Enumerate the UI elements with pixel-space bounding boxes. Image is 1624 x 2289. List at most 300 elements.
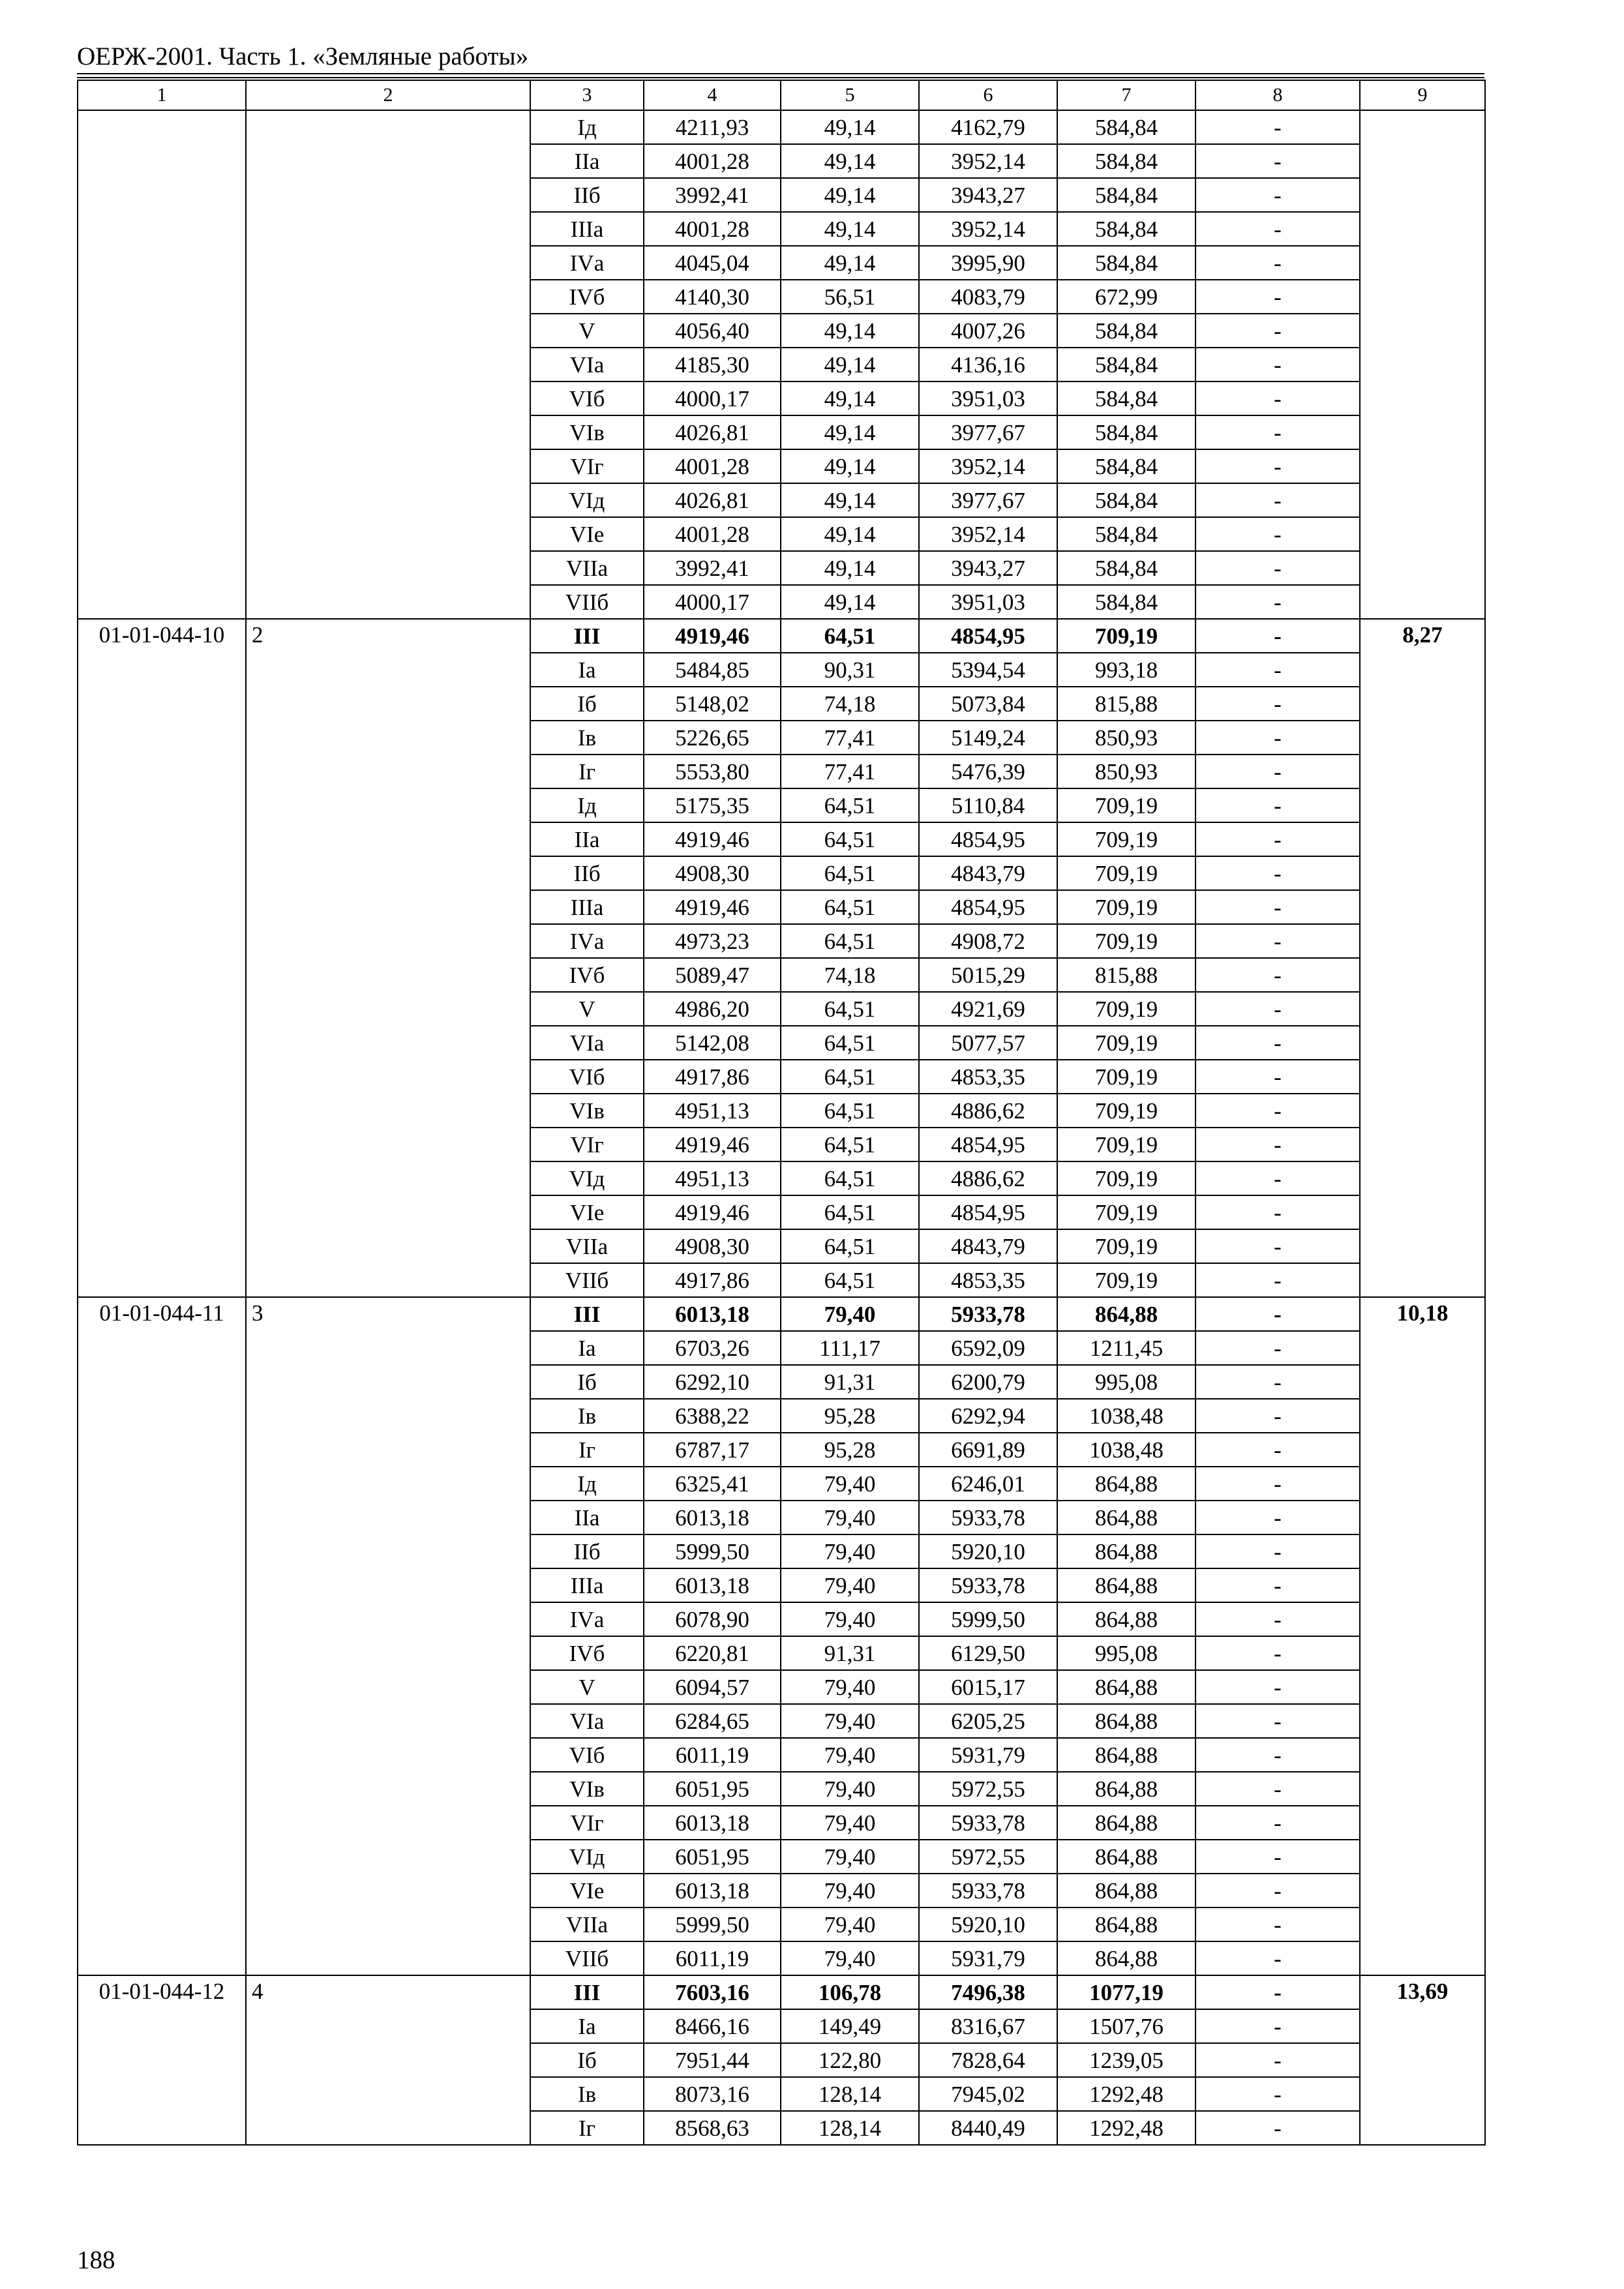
materials-cell: -: [1195, 1874, 1360, 1908]
zone-cell: VIб: [530, 1738, 644, 1772]
zone-cell: Iд: [530, 788, 644, 822]
operator-wages-cell: 584,84: [1057, 585, 1195, 619]
materials-cell: -: [1195, 212, 1360, 246]
materials-cell: -: [1195, 1806, 1360, 1840]
materials-cell: -: [1195, 144, 1360, 178]
wages-cell: 128,14: [781, 2077, 919, 2111]
wages-cell: 79,40: [781, 1908, 919, 1941]
wages-cell: 64,51: [781, 924, 919, 958]
materials-cell: -: [1195, 822, 1360, 856]
machine-cost-cell: 5933,78: [919, 1297, 1057, 1331]
wages-cell: 122,80: [781, 2043, 919, 2077]
column-header: 5: [781, 80, 919, 110]
header-rule-top: [77, 73, 1484, 74]
zone-cell: VIа: [530, 1704, 644, 1738]
materials-cell: -: [1195, 1161, 1360, 1195]
zone-cell: IIа: [530, 1501, 644, 1534]
labor-hours-cell: [1360, 110, 1485, 619]
machine-cost-cell: 6200,79: [919, 1365, 1057, 1399]
materials-cell: -: [1195, 1670, 1360, 1704]
machine-cost-cell: 3943,27: [919, 551, 1057, 585]
materials-cell: -: [1195, 1568, 1360, 1602]
zone-cell: VIд: [530, 483, 644, 517]
materials-cell: -: [1195, 1840, 1360, 1874]
wages-cell: 79,40: [781, 1568, 919, 1602]
machine-cost-cell: 3952,14: [919, 212, 1057, 246]
total-cost-cell: 3992,41: [644, 551, 781, 585]
zone-cell: Iа: [530, 1331, 644, 1365]
total-cost-cell: 6094,57: [644, 1670, 781, 1704]
operator-wages-cell: 815,88: [1057, 687, 1195, 721]
machine-cost-cell: 4921,69: [919, 992, 1057, 1026]
zone-cell: IVа: [530, 246, 644, 280]
wages-cell: 64,51: [781, 619, 919, 653]
machine-cost-cell: 4083,79: [919, 280, 1057, 314]
materials-cell: -: [1195, 2077, 1360, 2111]
materials-cell: -: [1195, 1094, 1360, 1128]
total-cost-cell: 4951,13: [644, 1094, 781, 1128]
operator-wages-cell: 584,84: [1057, 212, 1195, 246]
zone-cell: IIа: [530, 822, 644, 856]
column-header: 9: [1360, 80, 1485, 110]
machine-cost-cell: 4843,79: [919, 856, 1057, 890]
machine-cost-cell: 4854,95: [919, 1128, 1057, 1161]
zone-cell: VIIа: [530, 551, 644, 585]
machine-cost-cell: 3977,67: [919, 483, 1057, 517]
operator-wages-cell: 1507,76: [1057, 2009, 1195, 2043]
materials-cell: -: [1195, 1704, 1360, 1738]
machine-cost-cell: 3943,27: [919, 178, 1057, 212]
column-header: 6: [919, 80, 1057, 110]
machine-cost-cell: 5933,78: [919, 1568, 1057, 1602]
total-cost-cell: 4919,46: [644, 822, 781, 856]
zone-cell: Iг: [530, 1433, 644, 1467]
machine-cost-cell: 6691,89: [919, 1433, 1057, 1467]
item-number-cell: 4: [246, 1975, 530, 2145]
machine-cost-cell: 3952,14: [919, 144, 1057, 178]
wages-cell: 49,14: [781, 178, 919, 212]
machine-cost-cell: 4854,95: [919, 822, 1057, 856]
materials-cell: -: [1195, 2111, 1360, 2145]
materials-cell: -: [1195, 1365, 1360, 1399]
wages-cell: 64,51: [781, 822, 919, 856]
machine-cost-cell: 5933,78: [919, 1806, 1057, 1840]
machine-cost-cell: 8440,49: [919, 2111, 1057, 2145]
wages-cell: 64,51: [781, 1229, 919, 1263]
wages-cell: 64,51: [781, 1161, 919, 1195]
total-cost-cell: 6051,95: [644, 1772, 781, 1806]
table-row: [78, 1975, 1485, 2009]
operator-wages-cell: 864,88: [1057, 1941, 1195, 1975]
machine-cost-cell: 6292,94: [919, 1399, 1057, 1433]
materials-cell: -: [1195, 517, 1360, 551]
total-cost-cell: 4908,30: [644, 1229, 781, 1263]
materials-cell: -: [1195, 1263, 1360, 1297]
operator-wages-cell: 864,88: [1057, 1874, 1195, 1908]
total-cost-cell: 8568,63: [644, 2111, 781, 2145]
zone-cell: VIе: [530, 1874, 644, 1908]
total-cost-cell: 4056,40: [644, 314, 781, 348]
materials-cell: -: [1195, 1195, 1360, 1229]
machine-cost-cell: 7496,38: [919, 1975, 1057, 2009]
materials-cell: -: [1195, 1026, 1360, 1060]
total-cost-cell: 6078,90: [644, 1602, 781, 1636]
zone-cell: Iв: [530, 1399, 644, 1433]
total-cost-cell: 7951,44: [644, 2043, 781, 2077]
wages-cell: 64,51: [781, 890, 919, 924]
materials-cell: -: [1195, 110, 1360, 144]
table-row: [78, 619, 1485, 653]
operator-wages-cell: 584,84: [1057, 348, 1195, 382]
materials-cell: -: [1195, 755, 1360, 788]
zone-cell: VIд: [530, 1840, 644, 1874]
operator-wages-cell: 584,84: [1057, 382, 1195, 415]
machine-cost-cell: 4136,16: [919, 348, 1057, 382]
materials-cell: -: [1195, 1501, 1360, 1534]
operator-wages-cell: 584,84: [1057, 551, 1195, 585]
wages-cell: 49,14: [781, 551, 919, 585]
materials-cell: -: [1195, 1229, 1360, 1263]
wages-cell: 79,40: [781, 1467, 919, 1501]
wages-cell: 64,51: [781, 992, 919, 1026]
header-rule-bottom: [77, 77, 1484, 78]
operator-wages-cell: 864,88: [1057, 1602, 1195, 1636]
total-cost-cell: 4919,46: [644, 1128, 781, 1161]
operator-wages-cell: 709,19: [1057, 890, 1195, 924]
wages-cell: 79,40: [781, 1941, 919, 1975]
operator-wages-cell: 864,88: [1057, 1908, 1195, 1941]
operator-wages-cell: 584,84: [1057, 517, 1195, 551]
operator-wages-cell: 709,19: [1057, 1094, 1195, 1128]
total-cost-cell: 4185,30: [644, 348, 781, 382]
machine-cost-cell: 4853,35: [919, 1263, 1057, 1297]
operator-wages-cell: 850,93: [1057, 721, 1195, 755]
machine-cost-cell: 5920,10: [919, 1534, 1057, 1568]
zone-cell: VIд: [530, 1161, 644, 1195]
wages-cell: 49,14: [781, 110, 919, 144]
operator-wages-cell: 709,19: [1057, 788, 1195, 822]
wages-cell: 79,40: [781, 1297, 919, 1331]
wages-cell: 149,49: [781, 2009, 919, 2043]
column-number-row: [78, 80, 1485, 110]
zone-cell: VIв: [530, 415, 644, 449]
wages-cell: 79,40: [781, 1501, 919, 1534]
wages-cell: 49,14: [781, 348, 919, 382]
column-header: 4: [644, 80, 781, 110]
labor-hours-cell: 8,27: [1360, 619, 1485, 1297]
zone-cell: Iв: [530, 721, 644, 755]
total-cost-cell: 4986,20: [644, 992, 781, 1026]
machine-cost-cell: 4854,95: [919, 619, 1057, 653]
operator-wages-cell: 864,88: [1057, 1568, 1195, 1602]
materials-cell: -: [1195, 1128, 1360, 1161]
wages-cell: 49,14: [781, 382, 919, 415]
wages-cell: 49,14: [781, 212, 919, 246]
wages-cell: 128,14: [781, 2111, 919, 2145]
total-cost-cell: 6325,41: [644, 1467, 781, 1501]
operator-wages-cell: 1038,48: [1057, 1399, 1195, 1433]
operator-wages-cell: 709,19: [1057, 1128, 1195, 1161]
total-cost-cell: 5175,35: [644, 788, 781, 822]
operator-wages-cell: 1239,05: [1057, 2043, 1195, 2077]
zone-cell: IVб: [530, 958, 644, 992]
operator-wages-cell: 584,84: [1057, 246, 1195, 280]
materials-cell: -: [1195, 2009, 1360, 2043]
operator-wages-cell: 672,99: [1057, 280, 1195, 314]
materials-cell: -: [1195, 1399, 1360, 1433]
zone-cell: Iб: [530, 1365, 644, 1399]
total-cost-cell: 4001,28: [644, 449, 781, 483]
zone-cell: IIб: [530, 856, 644, 890]
materials-cell: -: [1195, 449, 1360, 483]
machine-cost-cell: 4007,26: [919, 314, 1057, 348]
materials-cell: -: [1195, 924, 1360, 958]
total-cost-cell: 6787,17: [644, 1433, 781, 1467]
total-cost-cell: 6013,18: [644, 1874, 781, 1908]
zone-cell: Iд: [530, 1467, 644, 1501]
wages-cell: 49,14: [781, 517, 919, 551]
materials-cell: -: [1195, 1331, 1360, 1365]
wages-cell: 79,40: [781, 1772, 919, 1806]
total-cost-cell: 4000,17: [644, 382, 781, 415]
wages-cell: 64,51: [781, 1060, 919, 1094]
wages-cell: 74,18: [781, 687, 919, 721]
total-cost-cell: 4917,86: [644, 1263, 781, 1297]
materials-cell: -: [1195, 1433, 1360, 1467]
zone-cell: IVа: [530, 1602, 644, 1636]
zone-cell: VIв: [530, 1094, 644, 1128]
zone-cell: IIа: [530, 144, 644, 178]
machine-cost-cell: 7828,64: [919, 2043, 1057, 2077]
wages-cell: 64,51: [781, 788, 919, 822]
materials-cell: -: [1195, 551, 1360, 585]
total-cost-cell: 4951,13: [644, 1161, 781, 1195]
zone-cell: VIб: [530, 382, 644, 415]
machine-cost-cell: 5110,84: [919, 788, 1057, 822]
operator-wages-cell: 850,93: [1057, 755, 1195, 788]
total-cost-cell: 6011,19: [644, 1941, 781, 1975]
materials-cell: -: [1195, 1467, 1360, 1501]
wages-cell: 79,40: [781, 1704, 919, 1738]
total-cost-cell: 4045,04: [644, 246, 781, 280]
column-header: 7: [1057, 80, 1195, 110]
total-cost-cell: 5148,02: [644, 687, 781, 721]
item-number-cell: 2: [246, 619, 530, 1297]
total-cost-cell: 6013,18: [644, 1501, 781, 1534]
machine-cost-cell: 5920,10: [919, 1908, 1057, 1941]
column-header: 2: [246, 80, 530, 110]
total-cost-cell: 5484,85: [644, 653, 781, 687]
zone-cell: Iа: [530, 653, 644, 687]
zone-cell: IVб: [530, 1636, 644, 1670]
zone-cell: VIIб: [530, 1263, 644, 1297]
operator-wages-cell: 709,19: [1057, 992, 1195, 1026]
total-cost-cell: 4919,46: [644, 619, 781, 653]
wages-cell: 49,14: [781, 483, 919, 517]
zone-cell: Iд: [530, 110, 644, 144]
zone-cell: III: [530, 1297, 644, 1331]
zone-cell: VIб: [530, 1060, 644, 1094]
table-row: [78, 110, 1485, 144]
operator-wages-cell: 709,19: [1057, 822, 1195, 856]
machine-cost-cell: 4853,35: [919, 1060, 1057, 1094]
materials-cell: -: [1195, 788, 1360, 822]
operator-wages-cell: 864,88: [1057, 1840, 1195, 1874]
materials-cell: -: [1195, 1908, 1360, 1941]
wages-cell: 49,14: [781, 415, 919, 449]
machine-cost-cell: 5931,79: [919, 1738, 1057, 1772]
materials-cell: -: [1195, 1941, 1360, 1975]
wages-cell: 95,28: [781, 1433, 919, 1467]
operator-wages-cell: 864,88: [1057, 1806, 1195, 1840]
materials-cell: -: [1195, 721, 1360, 755]
machine-cost-cell: 3952,14: [919, 449, 1057, 483]
materials-cell: -: [1195, 246, 1360, 280]
page-number: 188: [77, 2246, 115, 2274]
wages-cell: 79,40: [781, 1534, 919, 1568]
total-cost-cell: 6013,18: [644, 1297, 781, 1331]
zone-cell: VIIа: [530, 1908, 644, 1941]
wages-cell: 79,40: [781, 1806, 919, 1840]
operator-wages-cell: 1077,19: [1057, 1975, 1195, 2009]
zone-cell: Iб: [530, 2043, 644, 2077]
operator-wages-cell: 709,19: [1057, 619, 1195, 653]
total-cost-cell: 4908,30: [644, 856, 781, 890]
wages-cell: 49,14: [781, 314, 919, 348]
operator-wages-cell: 864,88: [1057, 1467, 1195, 1501]
zone-cell: IIIа: [530, 1568, 644, 1602]
materials-cell: -: [1195, 653, 1360, 687]
zone-cell: III: [530, 1975, 644, 2009]
machine-cost-cell: 4908,72: [919, 924, 1057, 958]
wages-cell: 91,31: [781, 1636, 919, 1670]
operator-wages-cell: 995,08: [1057, 1636, 1195, 1670]
operator-wages-cell: 709,19: [1057, 1060, 1195, 1094]
zone-cell: Iв: [530, 2077, 644, 2111]
total-cost-cell: 6013,18: [644, 1806, 781, 1840]
zone-cell: Iб: [530, 687, 644, 721]
zone-cell: V: [530, 1670, 644, 1704]
machine-cost-cell: 5972,55: [919, 1840, 1057, 1874]
zone-cell: IIб: [530, 1534, 644, 1568]
zone-cell: VIIа: [530, 1229, 644, 1263]
zone-cell: Iг: [530, 2111, 644, 2145]
total-cost-cell: 6703,26: [644, 1331, 781, 1365]
operator-wages-cell: 864,88: [1057, 1534, 1195, 1568]
zone-cell: V: [530, 992, 644, 1026]
machine-cost-cell: 4854,95: [919, 890, 1057, 924]
total-cost-cell: 5553,80: [644, 755, 781, 788]
materials-cell: -: [1195, 1297, 1360, 1331]
materials-cell: -: [1195, 992, 1360, 1026]
wages-cell: 77,41: [781, 721, 919, 755]
operator-wages-cell: 1211,45: [1057, 1331, 1195, 1365]
operator-wages-cell: 864,88: [1057, 1704, 1195, 1738]
machine-cost-cell: 6015,17: [919, 1670, 1057, 1704]
machine-cost-cell: 5931,79: [919, 1941, 1057, 1975]
wages-cell: 79,40: [781, 1738, 919, 1772]
operator-wages-cell: 864,88: [1057, 1297, 1195, 1331]
item-number-cell: 3: [246, 1297, 530, 1975]
operator-wages-cell: 1292,48: [1057, 2077, 1195, 2111]
zone-cell: Iа: [530, 2009, 644, 2043]
total-cost-cell: 3992,41: [644, 178, 781, 212]
machine-cost-cell: 3952,14: [919, 517, 1057, 551]
column-header: 1: [78, 80, 246, 110]
machine-cost-cell: 5476,39: [919, 755, 1057, 788]
materials-cell: -: [1195, 2043, 1360, 2077]
total-cost-cell: 5999,50: [644, 1534, 781, 1568]
materials-cell: -: [1195, 619, 1360, 653]
operator-wages-cell: 864,88: [1057, 1501, 1195, 1534]
total-cost-cell: 5999,50: [644, 1908, 781, 1941]
materials-cell: -: [1195, 890, 1360, 924]
machine-cost-cell: 6205,25: [919, 1704, 1057, 1738]
machine-cost-cell: 4886,62: [919, 1161, 1057, 1195]
zone-cell: VIг: [530, 1806, 644, 1840]
zone-cell: III: [530, 619, 644, 653]
total-cost-cell: 4001,28: [644, 517, 781, 551]
operator-wages-cell: 864,88: [1057, 1738, 1195, 1772]
total-cost-cell: 4026,81: [644, 415, 781, 449]
rate-code-cell: 01-01-044-11: [78, 1297, 246, 1975]
rate-code-cell: 01-01-044-10: [78, 619, 246, 1297]
wages-cell: 49,14: [781, 246, 919, 280]
operator-wages-cell: 584,84: [1057, 314, 1195, 348]
machine-cost-cell: 5073,84: [919, 687, 1057, 721]
zone-cell: VIа: [530, 348, 644, 382]
total-cost-cell: 4001,28: [644, 212, 781, 246]
operator-wages-cell: 815,88: [1057, 958, 1195, 992]
operator-wages-cell: 993,18: [1057, 653, 1195, 687]
total-cost-cell: 4917,86: [644, 1060, 781, 1094]
materials-cell: -: [1195, 1534, 1360, 1568]
machine-cost-cell: 6246,01: [919, 1467, 1057, 1501]
zone-cell: VIе: [530, 1195, 644, 1229]
operator-wages-cell: 709,19: [1057, 1195, 1195, 1229]
machine-cost-cell: 5933,78: [919, 1874, 1057, 1908]
materials-cell: -: [1195, 415, 1360, 449]
zone-cell: VIIб: [530, 585, 644, 619]
materials-cell: -: [1195, 1060, 1360, 1094]
operator-wages-cell: 709,19: [1057, 1263, 1195, 1297]
wages-cell: 64,51: [781, 1128, 919, 1161]
wages-cell: 90,31: [781, 653, 919, 687]
operator-wages-cell: 709,19: [1057, 1229, 1195, 1263]
wages-cell: 111,17: [781, 1331, 919, 1365]
machine-cost-cell: 8316,67: [919, 2009, 1057, 2043]
operator-wages-cell: 584,84: [1057, 144, 1195, 178]
operator-wages-cell: 709,19: [1057, 856, 1195, 890]
labor-hours-cell: 10,18: [1360, 1297, 1485, 1975]
labor-hours-cell: 13,69: [1360, 1975, 1485, 2145]
wages-cell: 95,28: [781, 1399, 919, 1433]
total-cost-cell: 6292,10: [644, 1365, 781, 1399]
wages-cell: 49,14: [781, 585, 919, 619]
machine-cost-cell: 3995,90: [919, 246, 1057, 280]
zone-cell: IIб: [530, 178, 644, 212]
machine-cost-cell: 4886,62: [919, 1094, 1057, 1128]
table-row: [78, 1297, 1485, 1331]
wages-cell: 91,31: [781, 1365, 919, 1399]
total-cost-cell: 4919,46: [644, 1195, 781, 1229]
operator-wages-cell: 995,08: [1057, 1365, 1195, 1399]
machine-cost-cell: 5015,29: [919, 958, 1057, 992]
total-cost-cell: 7603,16: [644, 1975, 781, 2009]
zone-cell: Iг: [530, 755, 644, 788]
total-cost-cell: 5226,65: [644, 721, 781, 755]
materials-cell: -: [1195, 1602, 1360, 1636]
